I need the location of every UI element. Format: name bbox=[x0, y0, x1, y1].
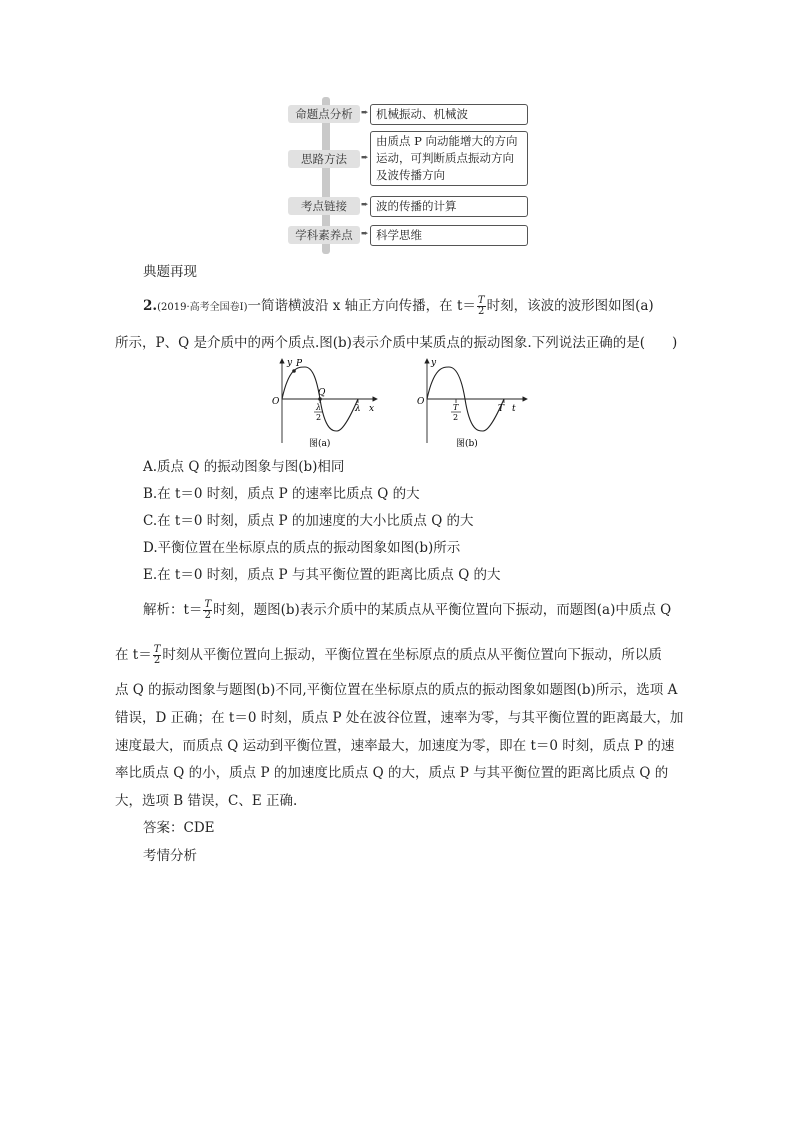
answer: 答案：CDE bbox=[143, 820, 215, 836]
solution-text: 解析：t＝ bbox=[143, 602, 203, 618]
figure-b-caption: 图(b) bbox=[456, 439, 478, 449]
content-line: 及波传播方向 bbox=[376, 168, 445, 182]
diagram-content-3: 波的传播的计算 bbox=[370, 196, 528, 217]
option-e: E.在 t＝0 时刻，质点 P 与其平衡位置的距离比质点 Q 的大 bbox=[143, 567, 501, 583]
t-half-den: 2 bbox=[453, 413, 459, 422]
option-b: B.在 t＝0 时刻，质点 P 的速率比质点 Q 的大 bbox=[143, 486, 420, 502]
solution-line-6: 率比质点 Q 的小，质点 P 的加速度比质点 Q 的大，质点 P 与其平衡位置的距离比质点 Q 的 bbox=[115, 765, 669, 781]
question-source: (2019·高考全国卷Ⅰ) bbox=[157, 302, 248, 313]
lambda-half-num: λ bbox=[316, 403, 322, 412]
diagram-label-3: 考点链接 bbox=[288, 197, 360, 215]
content-line: 由质点 P 向动能增大的方向 bbox=[376, 134, 518, 148]
t-half-num: T bbox=[453, 403, 459, 412]
question-line-2: 所示，P、Q 是介质中的两个质点.图(b)表示介质中某质点的振动图象.下列说法正确的是( ) bbox=[115, 335, 678, 351]
arrow-right-icon: ➨ bbox=[361, 200, 369, 210]
solution-line-2 bbox=[115, 645, 662, 666]
section-heading-analysis: 考情分析 bbox=[143, 848, 197, 864]
question-stem: 时刻，该波的波形图如图(a) bbox=[486, 298, 654, 314]
option-c: C.在 t＝0 时刻，质点 P 的加速度的大小比质点 Q 的大 bbox=[143, 513, 474, 529]
solution-line-3: 点 Q 的振动图象与题图(b)不同,平衡位置在坐标原点的质点的振动图象如题图(b)所示，选项 A bbox=[115, 682, 678, 698]
x-label: x bbox=[369, 404, 375, 414]
figure-a bbox=[272, 358, 377, 449]
solution-text: 时刻，题图(b)表示介质中的某质点从平衡位置向下振动，而题图(a)中质点 Q bbox=[213, 602, 672, 618]
diagram-content-2 bbox=[370, 131, 528, 186]
origin-label: O bbox=[417, 397, 425, 407]
content-line: 运动，可判断质点振动方向 bbox=[376, 151, 514, 165]
diagram-label-2: 思路方法 bbox=[288, 150, 360, 168]
lambda-label: λ bbox=[355, 404, 361, 414]
diagram-content-1: 机械振动、机械波 bbox=[370, 104, 528, 125]
solution-line-4: 错误，D 正确；在 t＝0 时刻，质点 P 处在波谷位置，速率为零，与其平衡位置的距离最大，加 bbox=[115, 710, 684, 726]
y-label: y bbox=[287, 358, 293, 368]
solution-text: 时刻从平衡位置向上振动，平衡位置在坐标原点的质点从平衡位置向下振动，所以质 bbox=[162, 647, 662, 663]
lambda-half-den: 2 bbox=[316, 413, 322, 422]
figure-a-caption: 图(a) bbox=[309, 439, 331, 449]
figure-b bbox=[417, 358, 527, 449]
question-line-1 bbox=[143, 296, 654, 318]
arrow-right-icon: ➨ bbox=[361, 153, 369, 163]
arrow-right-icon: ➨ bbox=[361, 229, 369, 239]
diagram-label-4: 学科素养点 bbox=[288, 226, 360, 244]
p-label: P bbox=[296, 359, 303, 369]
solution-line-1 bbox=[143, 600, 671, 621]
option-a: A.质点 Q 的振动图象与图(b)相同 bbox=[143, 459, 345, 475]
section-heading-typical: 典题再现 bbox=[143, 264, 197, 280]
period-label: T bbox=[498, 404, 505, 414]
solution-text: 在 t＝ bbox=[115, 647, 152, 663]
solution-line-7: 大，选项 B 错误，C、E 正确. bbox=[115, 793, 298, 809]
solution-line-5: 速度最大，而质点 Q 运动到平衡位置，速率最大，加速度为零，即在 t＝0 时刻，质点 P 的速 bbox=[115, 738, 675, 754]
diagram-content-4: 科学思维 bbox=[370, 225, 528, 246]
diagram-label-1: 命题点分析 bbox=[288, 105, 360, 123]
question-number: 2. bbox=[143, 298, 158, 314]
point-p bbox=[292, 369, 296, 373]
t-label: t bbox=[512, 404, 516, 414]
fraction: $\frac{T}{2}$ bbox=[204, 599, 212, 621]
origin-label: O bbox=[272, 397, 280, 407]
question-stem: 一简谐横波沿 x 轴正方向传播，在 t＝ bbox=[247, 298, 476, 314]
wave-figures bbox=[265, 355, 535, 450]
option-d: D.平衡位置在坐标原点的质点的振动图象如图(b)所示 bbox=[143, 540, 461, 556]
fraction: $\frac{T}{2}$ bbox=[477, 295, 485, 317]
fraction: $\frac{T}{2}$ bbox=[153, 644, 161, 666]
q-label: Q bbox=[318, 388, 326, 398]
y-label: y bbox=[431, 358, 437, 368]
arrow-right-icon: ➨ bbox=[361, 108, 369, 118]
